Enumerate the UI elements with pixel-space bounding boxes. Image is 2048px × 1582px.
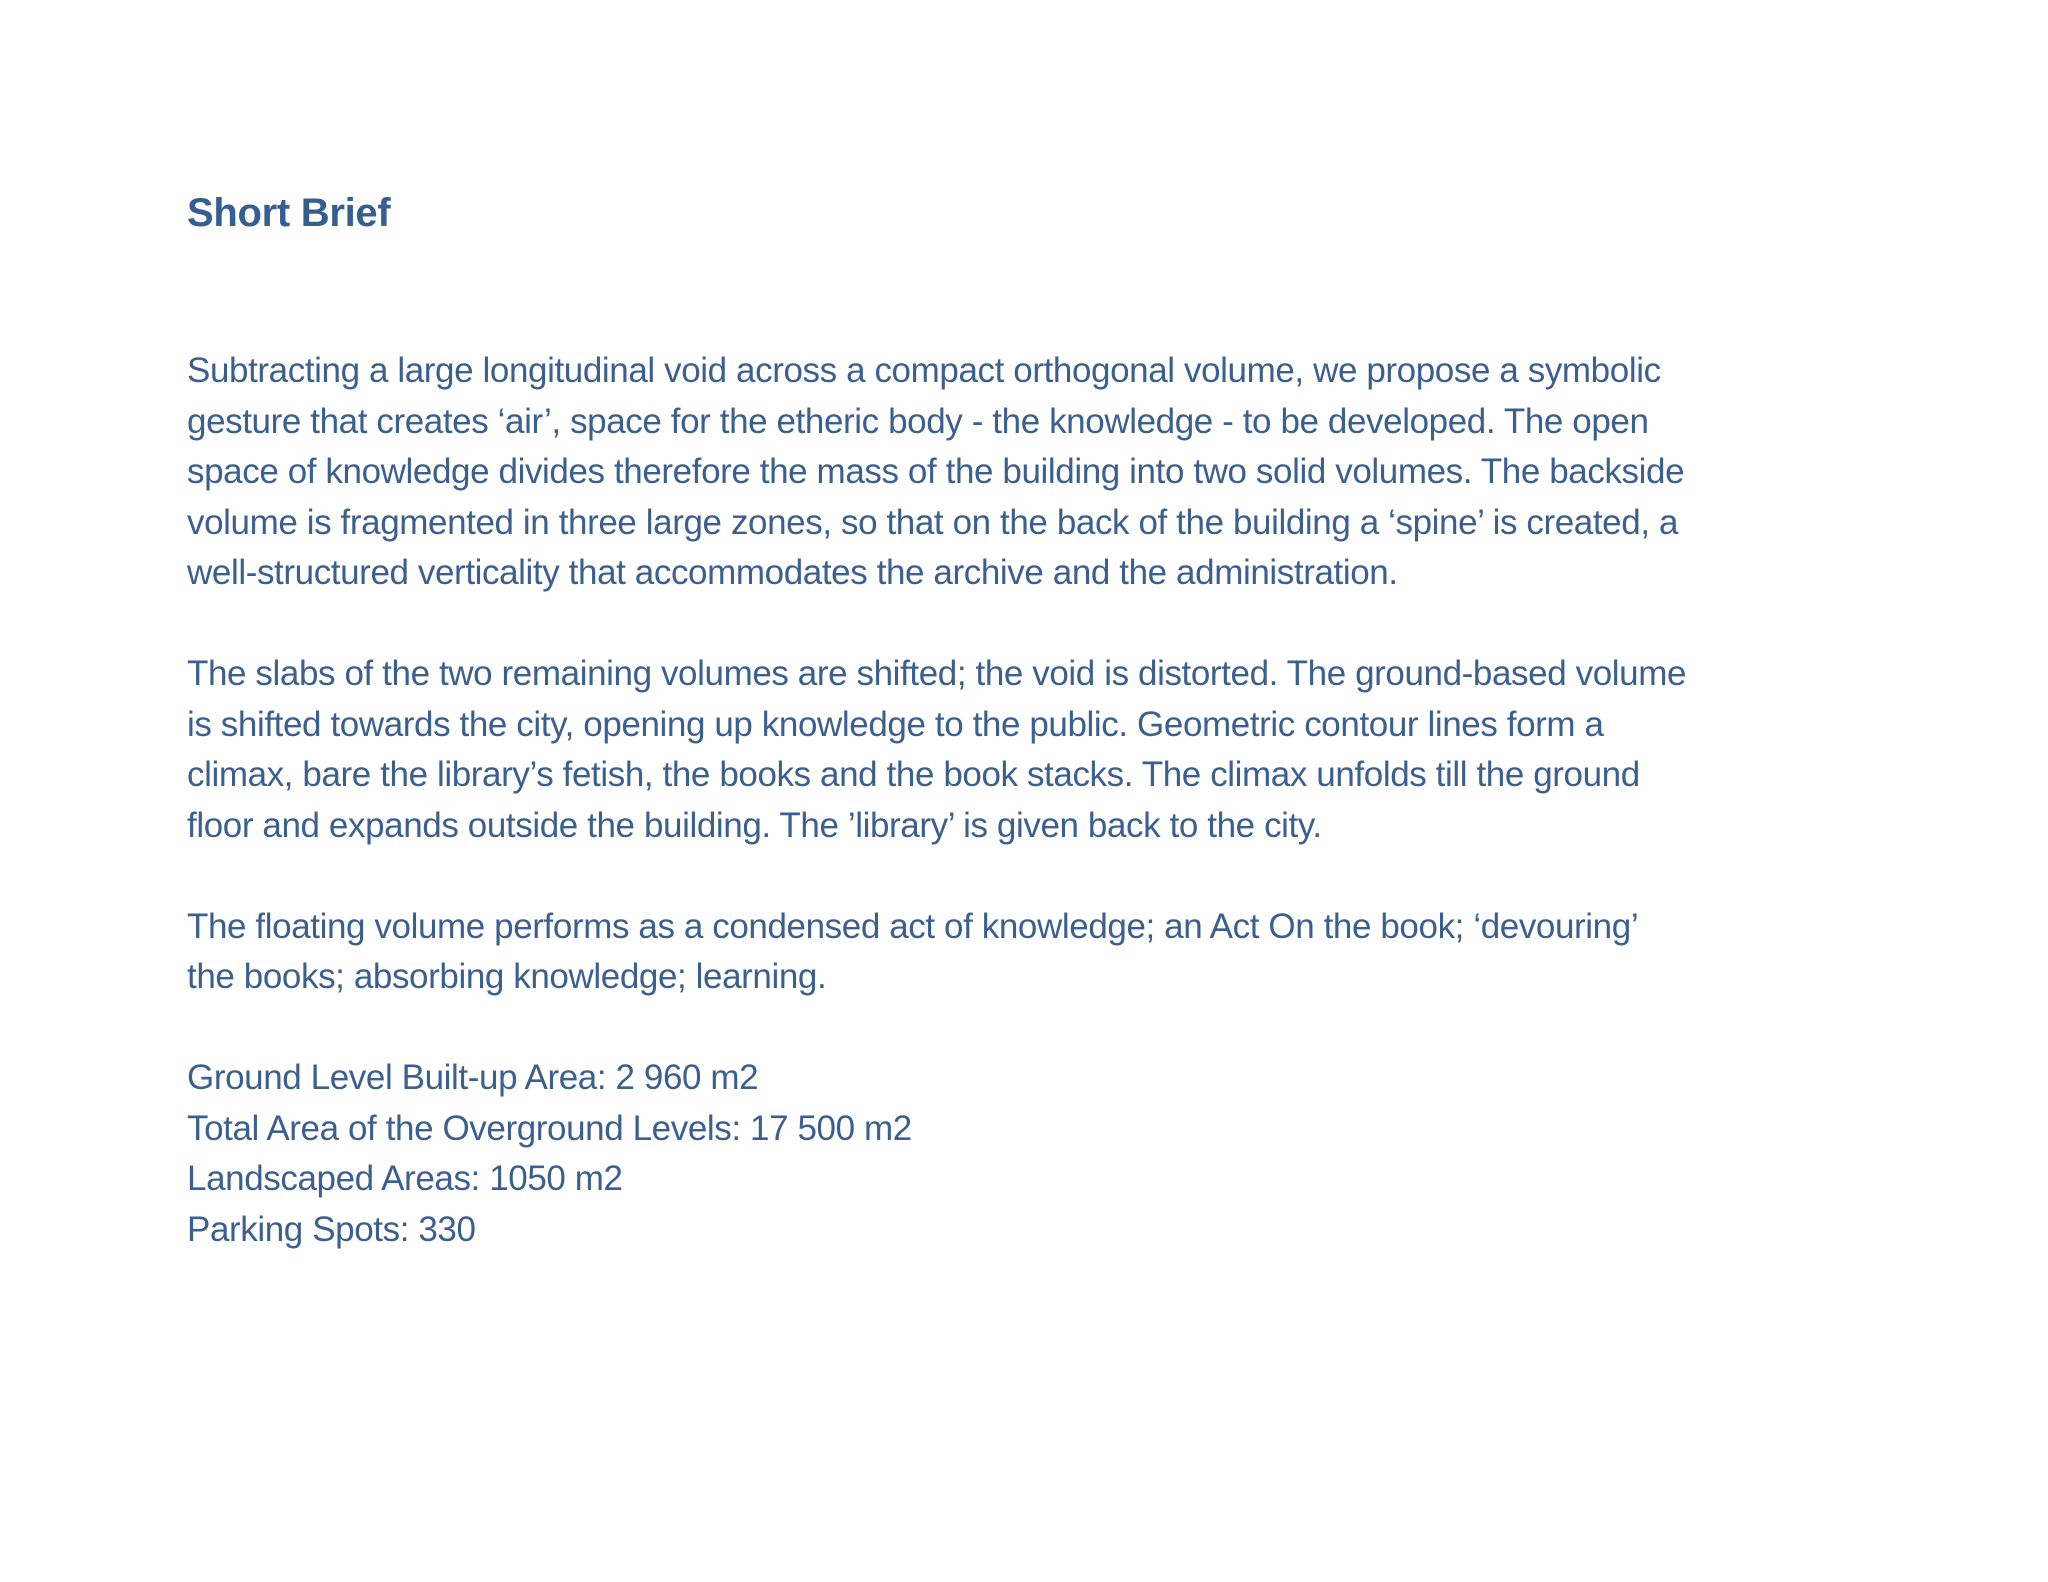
stat-parking-spots: Parking Spots: 330 [187,1209,476,1249]
paragraph-line: is shifted towards the city, opening up knowledge to the public. Geometric contour lines form a [187,704,1604,744]
paragraph-line: gesture that creates ‘air’, space for the etheric body - the knowledge - to be developed. The open [187,401,1649,441]
paragraph-3 [187,902,1887,1003]
page-title: Short Brief [187,191,391,235]
stat-landscaped-area: Landscaped Areas: 1050 m2 [187,1159,623,1198]
paragraph-2 [187,649,1887,851]
stat-ground-level-area: Ground Level Built-up Area: 2 960 m2 [187,1058,759,1097]
paragraph-line: The slabs of the two remaining volumes are shifted; the void is distorted. The ground-based volume [187,654,1687,693]
paragraph-line: Subtracting a large longitudinal void across a compact orthogonal volume, we propose a symbolic [187,351,1661,390]
paragraph-1 [187,346,1887,599]
paragraph-line: the books; absorbing knowledge; learning. [187,957,827,996]
paragraph-line: climax, bare the library’s fetish, the books and the book stacks. The climax unfolds till the ground [187,755,1640,794]
paragraph-line: space of knowledge divides therefore the mass of the building into two solid volumes. The backside [187,452,1685,491]
area-stats-list [187,1053,1887,1255]
paragraph-line: well-structured verticality that accommodates the archive and the administration. [187,553,1398,592]
paragraph-line: floor and expands outside the building. The ’library’ is given back to the city. [187,805,1322,845]
paragraph-line: The floating volume performs as a condensed act of knowledge; an Act On the book; ‘devouring’ [187,906,1639,946]
paragraph-line: volume is fragmented in three large zones, so that on the back of the building a ‘spine’ is created, a [187,502,1679,542]
stat-overground-area: Total Area of the Overground Levels: 17 500 m2 [187,1108,912,1148]
document-content [187,186,1887,1255]
